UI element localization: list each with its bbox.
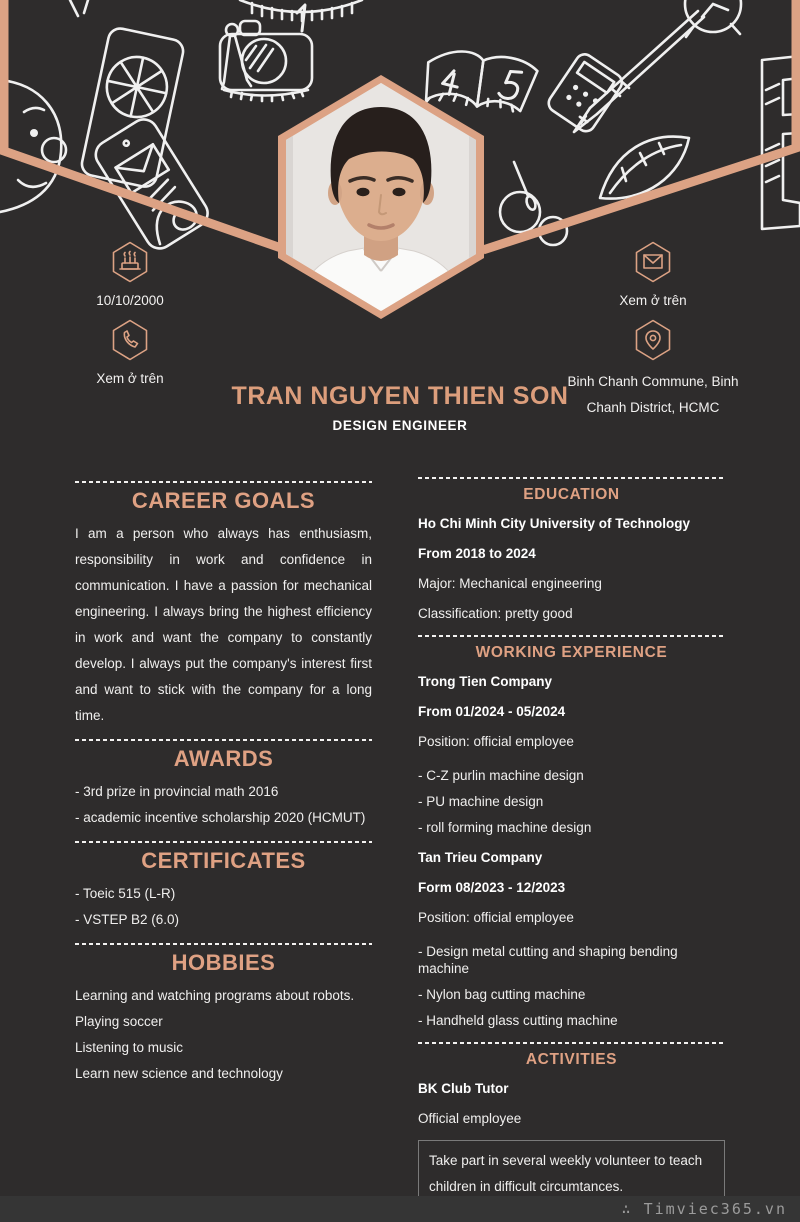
- experience-job: [418, 673, 725, 849]
- activity-role: Official employee: [418, 1111, 522, 1126]
- activity-note: Take part in several weekly volunteer to teach children in difficult circumtances.: [429, 1153, 703, 1194]
- profile-photo: [286, 83, 476, 311]
- section-awards: [75, 739, 372, 831]
- section-education: [418, 477, 725, 622]
- section-divider: [75, 481, 372, 483]
- education-school: Ho Chi Minh City University of Technology: [418, 516, 691, 531]
- education-classification: Classification: pretty good: [418, 606, 573, 621]
- left-column: [75, 481, 372, 1097]
- section-divider: [418, 635, 725, 637]
- job-task: - C-Z purlin machine design: [418, 768, 584, 783]
- activities-heading: ACTIVITIES: [525, 1051, 618, 1068]
- envelope-icon: [634, 241, 672, 283]
- certificates-heading: CERTIFICATES: [141, 848, 306, 873]
- job-task: - Design metal cutting and shaping bending machine: [418, 944, 678, 976]
- candidate-title: DESIGN ENGINEER: [332, 418, 468, 433]
- section-divider: [75, 841, 372, 843]
- experience-job: [418, 849, 725, 1042]
- job-position: Position: official employee: [418, 910, 574, 925]
- site-watermark: ∴ Timviec365.vn: [621, 1200, 787, 1218]
- section-career-goals: [75, 481, 372, 729]
- section-divider: [418, 477, 725, 479]
- section-divider: [75, 739, 372, 741]
- section-divider: [75, 943, 372, 945]
- job-company: Tan Trieu Company: [418, 850, 543, 865]
- footer-bar: [0, 1196, 800, 1222]
- contact-email: [558, 241, 748, 310]
- award-item: - 3rd prize in provincial math 2016: [75, 784, 279, 799]
- section-hobbies: [75, 943, 372, 1087]
- hobby-item: Playing soccer: [75, 1014, 163, 1029]
- job-period: From 01/2024 - 05/2024: [418, 704, 566, 719]
- phone-icon: [111, 319, 149, 361]
- job-position: Position: official employee: [418, 734, 574, 749]
- experience-heading: WORKING EXPERIENCE: [475, 644, 668, 661]
- location-pin-icon: [634, 319, 672, 361]
- education-period: From 2018 to 2024: [418, 546, 536, 561]
- activity-org: BK Club Tutor: [418, 1081, 509, 1096]
- job-period: Form 08/2023 - 12/2023: [418, 880, 566, 895]
- award-item: - academic incentive scholarship 2020 (HCMUT): [75, 810, 366, 825]
- address-value: Binh Chanh Commune, Binh Chanh District, HCMC: [567, 374, 739, 415]
- job-task: - Handheld glass cutting machine: [418, 1013, 618, 1028]
- section-activities: [418, 1042, 725, 1214]
- candidate-name: TRAN NGUYEN THIEN SON: [231, 382, 569, 410]
- hobby-item: Learning and watching programs about robots.: [75, 988, 355, 1003]
- hobby-item: Learn new science and technology: [75, 1066, 283, 1081]
- cake-icon: [111, 241, 149, 283]
- certificate-item: - Toeic 515 (L-R): [75, 886, 176, 901]
- right-column: [418, 477, 725, 1214]
- hobbies-heading: HOBBIES: [171, 950, 276, 975]
- contact-left: [35, 241, 225, 397]
- phone-value: Xem ở trên: [96, 371, 164, 386]
- job-task: - Nylon bag cutting machine: [418, 987, 586, 1002]
- career-goals-body: I am a person who always has enthusiasm, responsibility in work and confidence in communication. I have a passion for mechanical engineering. I always bring the highest efficiency in work and want the company to constantly develop. I always put the company's interest first and want to stick with the company for a long time.: [75, 526, 372, 723]
- email-value: Xem ở trên: [619, 293, 687, 308]
- education-heading: EDUCATION: [523, 486, 620, 503]
- section-certificates: [75, 841, 372, 933]
- job-company: Trong Tien Company: [418, 674, 553, 689]
- identity-block: [0, 382, 800, 433]
- hobby-item: Listening to music: [75, 1040, 184, 1055]
- contact-phone: [35, 319, 225, 388]
- contact-birthday: [35, 241, 225, 310]
- education-major: Major: Mechanical engineering: [418, 576, 602, 591]
- job-task: - roll forming machine design: [418, 820, 592, 835]
- section-divider: [418, 1042, 725, 1044]
- job-task: - PU machine design: [418, 794, 544, 809]
- certificate-item: - VSTEP B2 (6.0): [75, 912, 180, 927]
- section-experience: [418, 635, 725, 1042]
- birthday-value: 10/10/2000: [96, 293, 164, 308]
- awards-heading: AWARDS: [173, 746, 274, 771]
- career-goals-heading: CAREER GOALS: [131, 488, 316, 513]
